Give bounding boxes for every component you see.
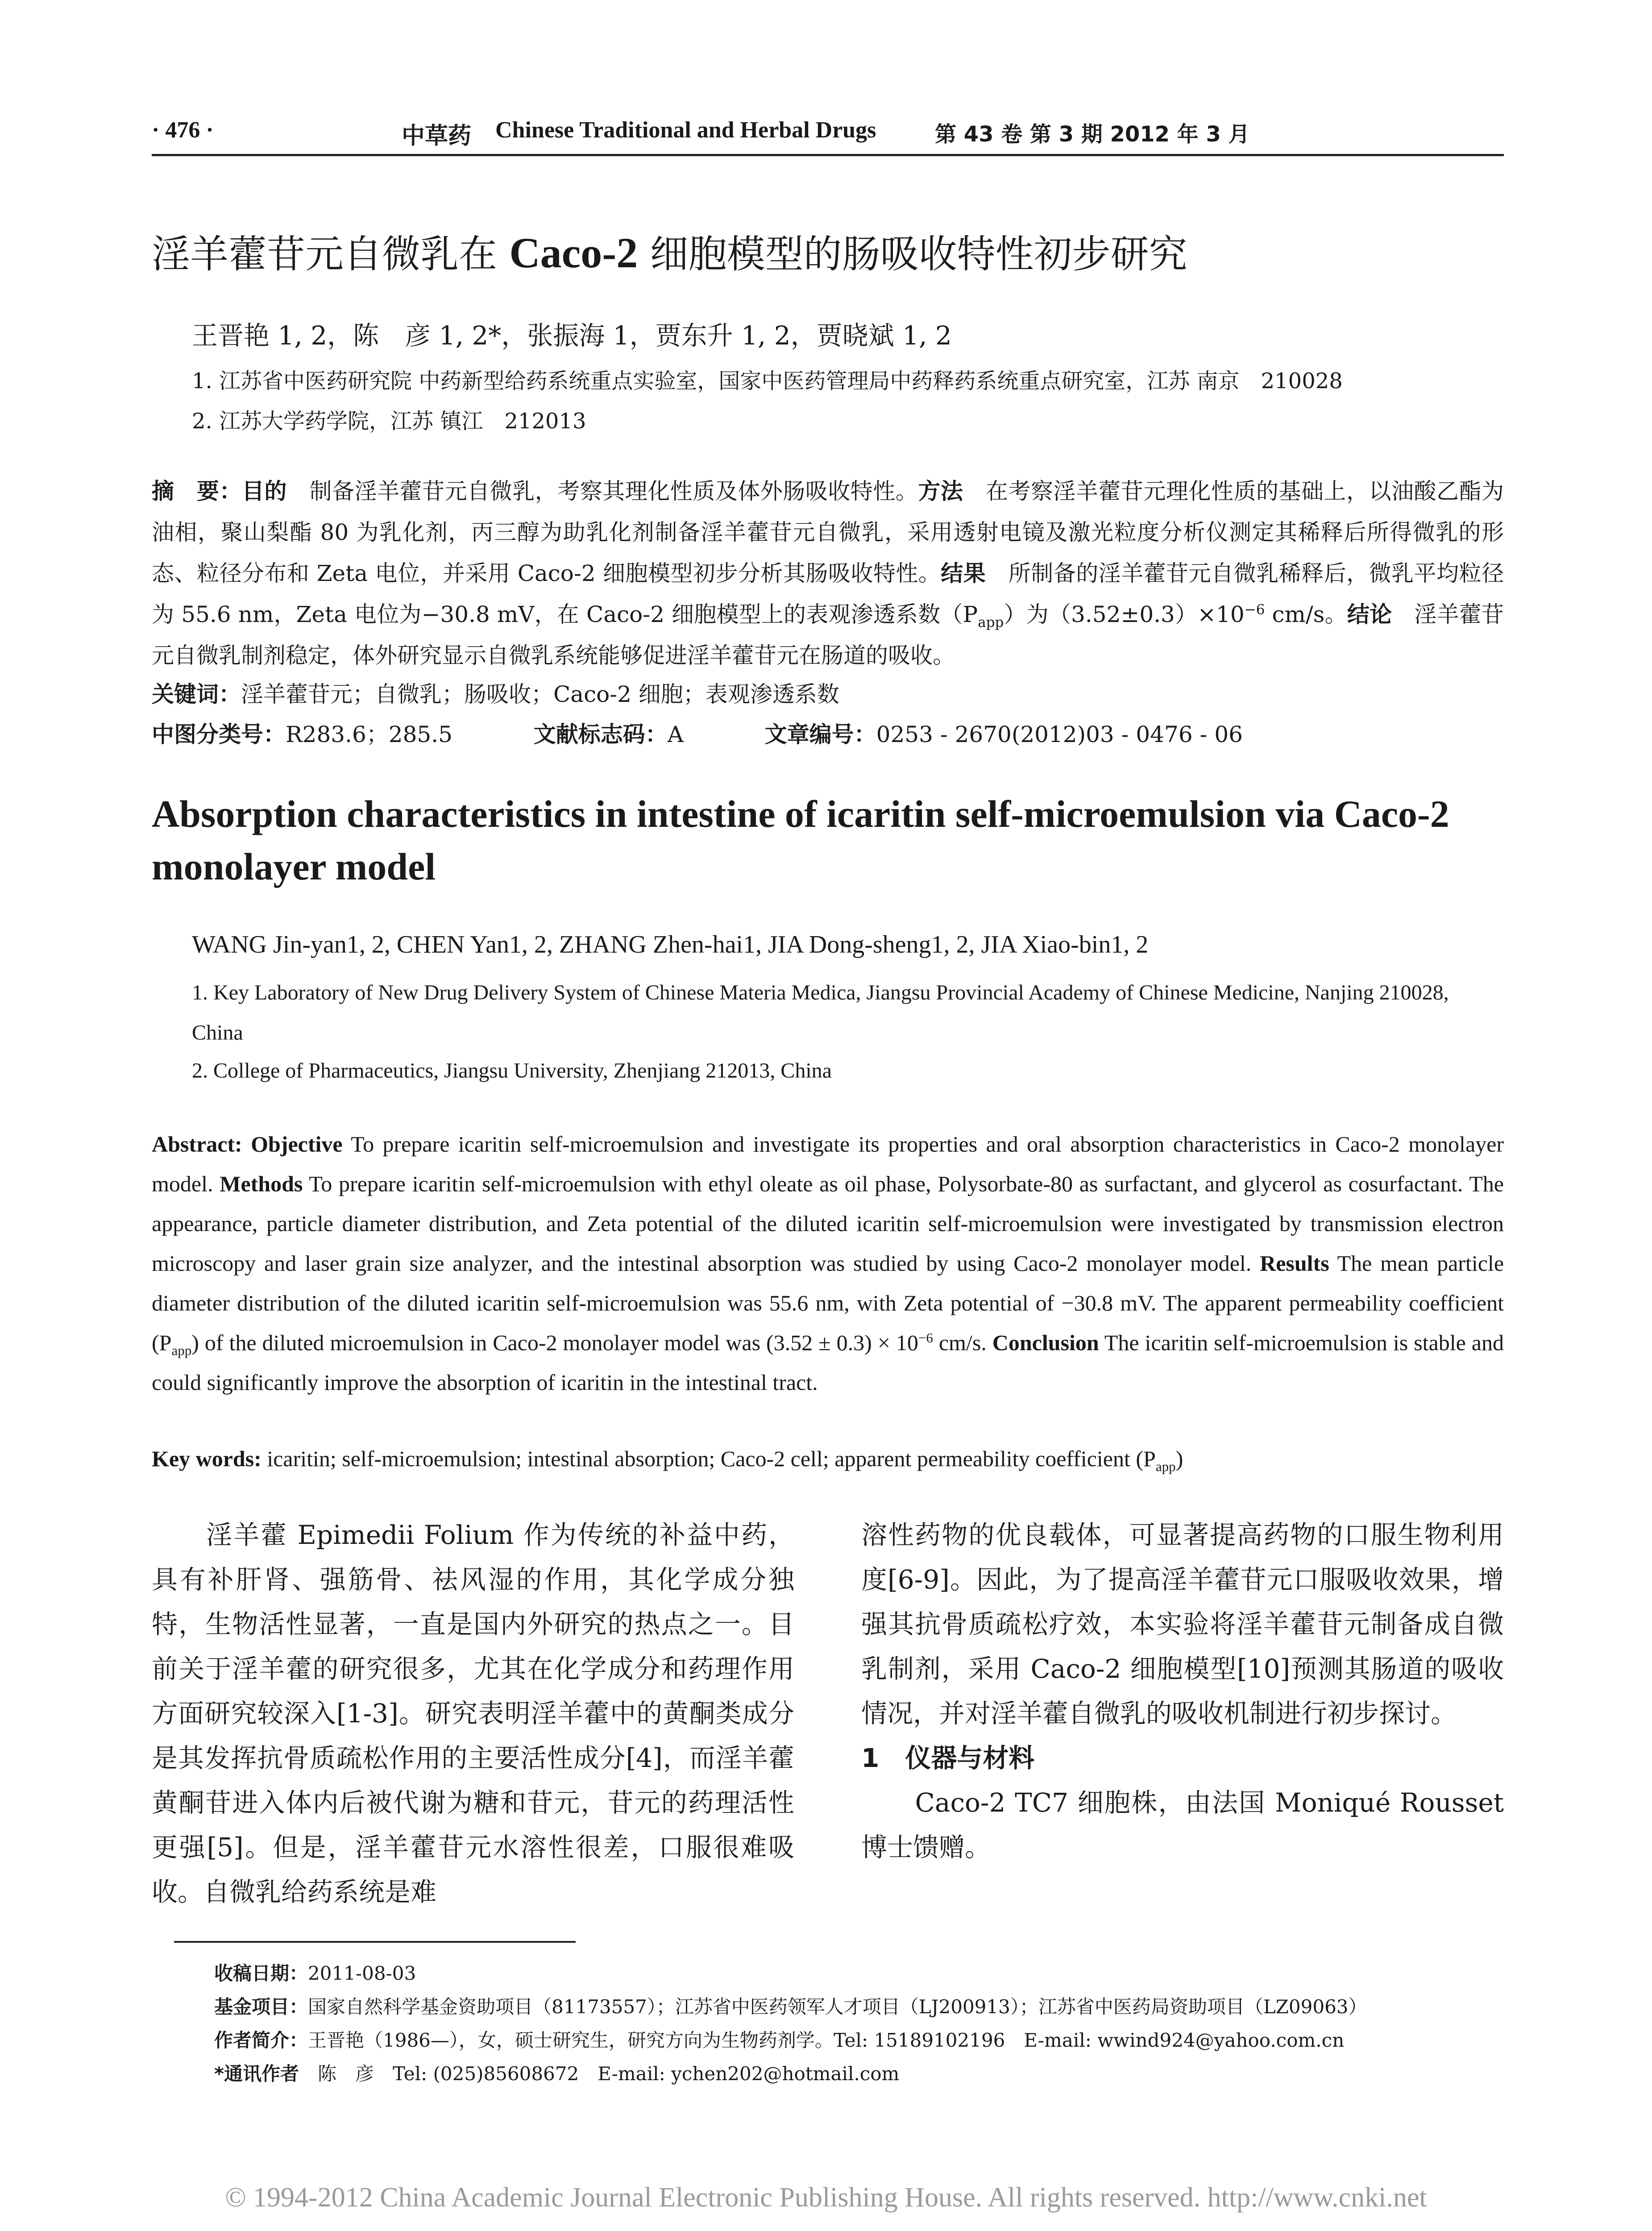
affiliation-en-2: 2. College of Pharmaceutics, Jiangsu University, Zhenjiang 212013, China [192, 1059, 832, 1082]
methods-en: To prepare icaritin self-microemulsion with ethyl oleate as oil phase, Polysorbate-80 as surfactant, and glycerol as cosurfactant. The appearance, particle diameter distribution, and Zeta potential of the diluted icaritin self-microemulsion were investigated by transmission electron microscopy and laser grain size analyzer, and the intestinal absorption was studied by using Caco-2 monolayer model. [152, 1171, 1504, 1276]
keywords-cn [152, 674, 1504, 715]
methods-label: 方法 [918, 478, 963, 504]
conclusion-label: 结论 [1347, 601, 1392, 627]
body-left-column: 淫羊藿 Epimedii Folium 作为传统的补益中药，具有补肝肾、强筋骨、祛风湿的作用，其化学成分独特，生物活性显著，一直是国内外研究的热点之一。目前关于淫羊藿的研究很多，尤其在化学成分和药理作用方面研究较深入[1-3]。研究表明淫羊藿中的黄酮类成分是其发挥抗骨质疏松作用的主要活性成分[4]，而淫羊藿黄酮苷进入体内后被代谢为糖和苷元，苷元的药理活性更强[5]。但是，淫羊藿苷元水溶性很差，口服很难吸收。自微乳给药系统是难 [152, 1520, 794, 1907]
objective-en: To prepare icaritin self-microemulsion and investigate its properties and oral absorption characteristics in Caco-2 monolayer model. [152, 1132, 1504, 1196]
results-label: 结果 [941, 560, 986, 586]
fn-label: *通讯作者 [214, 2063, 299, 2085]
exp-sup: −6 [1244, 601, 1265, 618]
fn-text: 陈 彦 Tel: (025)85608672 E-mail: ychen202@hotmail.com [299, 2063, 900, 2085]
body-right-text: 溶性药物的优良载体，可显著提高药物的口服生物利用度[6-9]。因此，为了提高淫羊藿苷元口服吸收效果，增强其抗骨质疏松疗效，本实验将淫羊藿苷元制备成自微乳制剂，采用 Caco-2 细胞模型[10]预测其肠道的吸收情况，并对淫羊藿自微乳的吸收机制进行初步探讨。 [861, 1520, 1504, 1729]
keywords-en [152, 1439, 1504, 1479]
keywords-en-label: Key words: [152, 1446, 261, 1471]
clc-label: 中图分类号： [152, 722, 286, 747]
journal-name-cn: 中草药 [402, 123, 472, 149]
results-en-tail: ) of the diluted microemulsion in Caco-2 monolayer model was (3.52 ± 0.3) × 10 [191, 1330, 918, 1355]
title-cn-part3: 细胞模型的肠吸收特性初步研究 [650, 232, 1187, 277]
fn-label: 收稿日期： [214, 1962, 308, 1984]
keywords-en-text: icaritin; self-microemulsion; intestinal absorption; Caco-2 cell; apparent permeability coefficient (P [261, 1446, 1156, 1471]
affiliation-cn-1: 1. 江苏省中医药研究院 中药新型给药系统重点实验室，国家中医药管理局中药释药系统重点研究室，江苏 南京 210028 [192, 369, 1343, 394]
header-rule [152, 154, 1504, 156]
fn-text: 王晋艳（1986—），女，硕士研究生，研究方向为生物药剂学。Tel: 15189102196 E-mail: wwind924@yahoo.com.cn [308, 2029, 1345, 2051]
footnote-funding [214, 1992, 1367, 2019]
footnote-corresponding [214, 2059, 899, 2086]
article-no-value: 0253 - 2670(2012)03 - 0476 - 06 [876, 722, 1243, 747]
keywords-en-tail: ) [1175, 1446, 1183, 1471]
results-en-unit: cm/s. [933, 1330, 992, 1355]
keywords-en-sub: app [1155, 1459, 1176, 1474]
classification-row [152, 714, 1504, 755]
title-cn-part1: 淫羊藿苷元自微乳在 [152, 232, 497, 277]
results-tail: ）为（3.52±0.3）×10 [1004, 601, 1245, 627]
fn-label: 基金项目： [214, 1996, 308, 2018]
affiliation-en-1: 1. Key Laboratory of New Drug Delivery System of Chinese Materia Medica, Jiangsu Provincial Academy of Chinese Medicine, Nanjing 210028, China [192, 981, 1449, 1045]
papp-sub: app [978, 614, 1004, 630]
affiliation-cn-2: 2. 江苏大学药学院，江苏 镇江 212013 [192, 409, 586, 434]
doc-code-value: A [667, 722, 684, 747]
conclusion-en: The icaritin self-microemulsion is stable and could significantly improve the absorption of icaritin in the intestinal tract. [152, 1330, 1504, 1395]
authors-cn: 王晋艳 1, 2，陈 彦 1, 2*，张振海 1，贾东升 1, 2，贾晓斌 1, 2 [192, 320, 952, 351]
methods-text: 在考察淫羊藿苷元理化性质的基础上，以油酸乙酯为油相，聚山梨酯 80 为乳化剂，丙三醇为助乳化剂制备淫羊藿苷元自微乳，采用透射电镜及激光粒度分析仪测定其稀释后所得微乳的形态、粒径分布和 Zeta 电位，并采用 Caco-2 细胞模型初步分析其肠吸收特性。 [152, 478, 1504, 586]
methods-en-label: Methods [220, 1171, 303, 1196]
page-number: · 476 · [152, 117, 214, 143]
results-text: 所制备的淫羊藿苷元自微乳稀释后，微乳平均粒径为 55.6 nm，Zeta 电位为−30.8 mV，在 Caco-2 细胞模型上的表观渗透系数（P [152, 560, 1504, 627]
authors-en: WANG Jin-yan1, 2, CHEN Yan1, 2, ZHANG Zhen-hai1, JIA Dong-sheng1, 2, JIA Xiao-bin1, 2 [192, 931, 1149, 958]
copyright-notice: © 1994-2012 China Academic Journal Electronic Publishing House. All rights reserved. http://www.cnki.net [225, 2182, 1427, 2213]
conclusion-en-label: Conclusion [992, 1330, 1099, 1355]
title-en: Absorption characteristics in intestine of icaritin self-microemulsion via Caco-2 monolayer model [152, 792, 1449, 888]
clc-value: R283.6；285.5 [286, 722, 452, 747]
fn-label: 作者简介： [214, 2029, 308, 2051]
objective-text: 制备淫羊藿苷元自微乳，考察其理化性质及体外肠吸收特性。 [287, 478, 918, 504]
running-header [152, 117, 1504, 153]
keywords-cn-text: 淫羊藿苷元；自微乳；肠吸收；Caco-2 细胞；表观渗透系数 [241, 681, 839, 707]
results-unit: cm/s。 [1265, 601, 1347, 627]
results-en: The mean particle diameter distribution of the diluted icaritin self-microemulsion was 55.6 nm, with Zeta potential of −30.8 mV. The apparent permeability coefficient (P [152, 1251, 1504, 1355]
results-en-label: Results [1260, 1251, 1329, 1276]
section-text: Caco-2 TC7 细胞株，由法国 Moniqué Rousset 博士馈赠。 [861, 1787, 1504, 1862]
exp-en-sup: −6 [918, 1330, 933, 1346]
footnote-received [214, 1959, 416, 1986]
article-no-label: 文章编号： [764, 722, 876, 747]
title-cn-part2: Caco-2 [509, 229, 638, 277]
abstract-cn [152, 471, 1504, 676]
fn-text: 国家自然科学基金资助项目（81173557）；江苏省中医药领军人才项目（LJ200913）；江苏省中医药局资助项目（LZ09063） [308, 1996, 1367, 2018]
abstract-cn-label: 摘 要： [152, 478, 242, 504]
keywords-cn-label: 关键词： [152, 681, 241, 707]
journal-name-en: Chinese Traditional and Herbal Drugs [495, 117, 876, 143]
section-heading: 1 仪器与材料 [861, 1743, 1035, 1773]
body-right-column [861, 1513, 1504, 1870]
conclusion-text: 淫羊藿苷元自微乳制剂稳定，体外研究显示自微乳系统能够促进淫羊藿苷元在肠道的吸收。 [152, 601, 1504, 668]
abstract-en [152, 1124, 1504, 1402]
fn-text: 2011-08-03 [308, 1962, 416, 1984]
papp-en-sub: app [171, 1343, 192, 1358]
footnote-rule [174, 1941, 576, 1943]
title-cn [152, 223, 1504, 278]
issue-info: 第 43 卷 第 3 期 2012 年 3 月 [935, 122, 1250, 147]
doc-code-label: 文献标志码： [533, 722, 668, 747]
objective-label: 目的 [242, 478, 287, 504]
abstract-en-label: Abstract: Objective [152, 1132, 343, 1157]
footnote-author-bio [214, 2026, 1344, 2053]
